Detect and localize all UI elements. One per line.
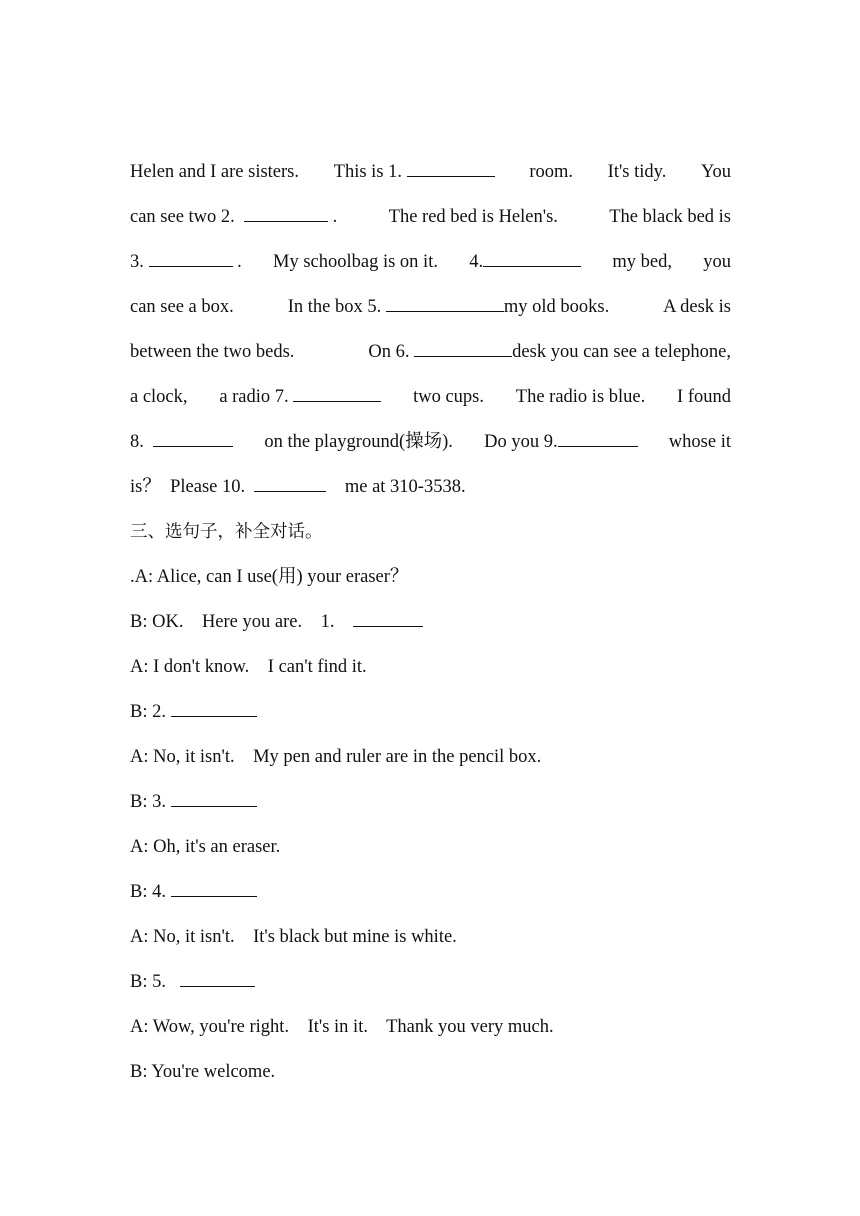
dialogue-line <box>130 967 731 997</box>
passage-text: Please 10. <box>170 477 246 497</box>
passage-line-5 <box>130 337 731 367</box>
passage-text: can see two 2. <box>130 207 235 227</box>
passage-text: 4. <box>469 252 484 272</box>
dialogue-text: A: Wow, you're right. It's in it. Thank you very much. <box>130 1017 554 1037</box>
passage-text: I found <box>677 387 731 407</box>
passage-text: Helen and I are sisters. <box>130 162 300 182</box>
dialogue-line <box>130 652 731 682</box>
dialogue-line <box>130 787 731 817</box>
answer-blank-9[interactable] <box>558 428 638 447</box>
section-heading: 三、选句子，补全对话。 <box>130 522 323 542</box>
passage-text: me at 310-3538. <box>344 477 466 497</box>
dialogue-blank-1[interactable] <box>353 608 423 627</box>
answer-blank-10[interactable] <box>254 473 326 492</box>
dialogue-blank-2[interactable] <box>171 698 257 717</box>
passage-text: between the two beds. <box>130 342 295 362</box>
passage-text: A desk is <box>663 297 731 317</box>
dialogue-line <box>130 877 731 907</box>
answer-blank-3[interactable] <box>149 248 233 267</box>
passage-text: You <box>700 162 731 182</box>
passage-text: can see a box. <box>130 297 234 317</box>
dialogue-text: B: 5. <box>130 972 166 992</box>
passage-text: On 6. <box>368 342 410 362</box>
passage-text: whose it <box>668 432 731 452</box>
passage-text: you <box>703 252 731 272</box>
answer-blank-1[interactable] <box>407 158 495 177</box>
passage-text: my bed, <box>612 252 672 272</box>
dialogue-text: A: Oh, it's an eraser. <box>130 837 281 857</box>
passage-text: My schoolbag is on it. <box>273 252 438 272</box>
dialogue-blank-3[interactable] <box>171 788 257 807</box>
passage-text: . <box>332 207 338 227</box>
dialogue-blank-5[interactable] <box>180 968 255 987</box>
passage-line-8 <box>130 472 731 502</box>
answer-blank-7[interactable] <box>293 383 381 402</box>
passage-text: two cups. <box>413 387 484 407</box>
answer-blank-8[interactable] <box>153 428 233 447</box>
passage-text: 3. <box>130 252 144 272</box>
passage-text: a clock, <box>130 387 188 407</box>
passage-line-4 <box>130 292 731 322</box>
dialogue-line: .A: Alice, can I use(用) your eraser？ <box>130 567 409 587</box>
dialogue-text: A: I don't know. I can't find it. <box>130 657 367 677</box>
dialogue-line <box>130 922 731 952</box>
dialogue-text: B: OK. Here you are. 1. <box>130 612 335 632</box>
answer-blank-5[interactable] <box>386 293 504 312</box>
answer-blank-4[interactable] <box>483 248 581 267</box>
dialogue-line <box>130 1057 731 1087</box>
passage-line-3 <box>130 247 731 277</box>
passage-text: on the playground(操场). <box>264 432 453 452</box>
passage-text: It's tidy. <box>607 162 667 182</box>
passage-line-7 <box>130 427 731 457</box>
passage-text: The radio is blue. <box>515 387 646 407</box>
passage-text: a radio 7. <box>219 387 289 407</box>
passage-text: 8. <box>130 432 144 452</box>
passage-text: . <box>237 252 242 272</box>
passage-line-2 <box>130 202 731 232</box>
dialogue-line <box>130 742 731 772</box>
dialogue-line <box>130 1012 731 1042</box>
dialogue-line <box>130 607 731 637</box>
dialogue-blank-4[interactable] <box>171 878 257 897</box>
dialogue-line <box>130 697 731 727</box>
passage-text: The black bed is <box>609 207 731 227</box>
passage-text: In the box 5. <box>287 297 382 317</box>
passage-text: The red bed is Helen's. <box>388 207 558 227</box>
passage-text: room. <box>529 162 573 182</box>
passage-text: is？ <box>130 477 161 497</box>
answer-blank-2[interactable] <box>244 203 328 222</box>
passage-line-1 <box>130 157 731 187</box>
passage-text: desk you can see a telephone, <box>512 342 731 362</box>
dialogue-text: B: You're welcome. <box>130 1062 276 1082</box>
passage-text: my old books. <box>503 297 610 317</box>
dialogue-line <box>130 832 731 862</box>
passage-text: Do you 9. <box>484 432 558 452</box>
passage-line-6 <box>130 382 731 412</box>
dialogue-text: A: No, it isn't. My pen and ruler are in the pencil box. <box>130 747 542 767</box>
dialogue-text: B: 2. <box>130 702 166 722</box>
passage-text: This is 1. <box>333 162 403 182</box>
answer-blank-6[interactable] <box>414 338 512 357</box>
dialogue-text: B: 4. <box>130 882 166 902</box>
dialogue-text: A: No, it isn't. It's black but mine is white. <box>130 927 457 947</box>
dialogue-text: B: 3. <box>130 792 166 812</box>
